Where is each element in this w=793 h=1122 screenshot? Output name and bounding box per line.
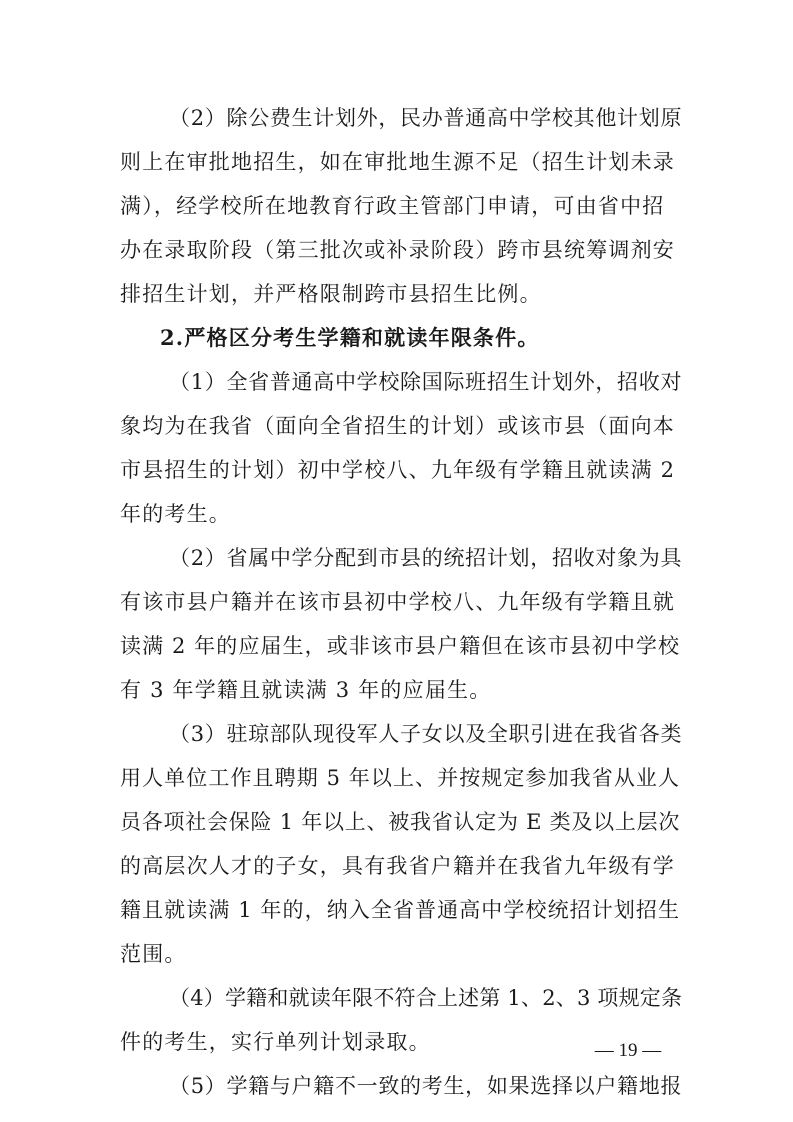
page-number: — 19 — <box>594 1040 662 1061</box>
item-3-line-2: 用人单位工作且聘期 5 年以上、并按规定参加我省从业人 <box>120 766 681 790</box>
item-5-line-1: （5）学籍与户籍不一致的考生，如果选择以户籍地报 <box>169 1074 683 1098</box>
item-1-line-2: 象均为在我省（面向全省招生的计划）或该市县（面向本 <box>120 414 675 438</box>
item-2-line-4: 有 3 年学籍且就读满 3 年的应届生。 <box>120 678 492 702</box>
item-1-line-3: 市县招生的计划）初中学校八、九年级有学籍且就读满 2 <box>120 458 676 482</box>
paragraph-2-line-2: 则上在审批地招生，如在审批地生源不足（招生计划未录 <box>120 150 675 174</box>
item-2-line-2: 有该市县户籍并在该市县初中学校八、九年级有学籍且就 <box>120 590 675 614</box>
item-3-line-5: 籍且就读满 1 年的，纳入全省普通高中学校统招计划招生 <box>120 898 681 922</box>
item-3-line-4: 的高层次人才的子女，具有我省户籍并在我省九年级有学 <box>120 854 675 878</box>
item-3-line-6: 范围。 <box>120 942 187 966</box>
item-3-line-1: （3）驻琼部队现役军人子女以及全职引进在我省各类 <box>169 722 683 746</box>
paragraph-2-line-5: 排招生计划，并严格限制跨市县招生比例。 <box>120 282 542 306</box>
paragraph-2-line-4: 办在录取阶段（第三批次或补录阶段）跨市县统筹调剂安 <box>120 238 675 262</box>
section-heading: 2.严格区分考生学籍和就读年限条件。 <box>160 325 540 350</box>
item-4-line-2: 件的考生，实行单列计划录取。 <box>120 1030 431 1054</box>
paragraph-2-line-1: （2）除公费生计划外，民办普通高中学校其他计划原 <box>169 106 683 130</box>
item-3-line-3: 员各项社会保险 1 年以上、被我省认定为 E 类及以上层次 <box>120 810 681 834</box>
item-2-line-3: 读满 2 年的应届生，或非该市县户籍但在该市县初中学校 <box>120 634 681 658</box>
item-4-line-1: （4）学籍和就读年限不符合上述第 1、2、3 项规定条 <box>169 986 683 1010</box>
item-2-line-1: （2）省属中学分配到市县的统招计划，招收对象为具 <box>169 546 683 570</box>
item-1-line-1: （1）全省普通高中学校除国际班招生计划外，招收对 <box>169 370 683 394</box>
item-1-line-4: 年的考生。 <box>120 502 231 526</box>
paragraph-2-line-3: 满），经学校所在地教育行政主管部门申请，可由省中招 <box>120 194 665 218</box>
